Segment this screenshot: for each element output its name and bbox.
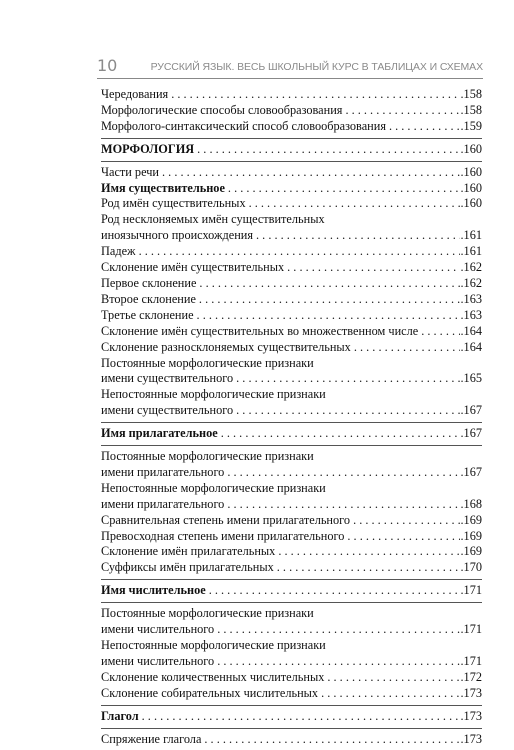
toc-entry-title: Части речи [101,164,160,179]
toc-entry-title: Морфологические способы словообразования [101,102,343,117]
toc-entry-title: Склонение имён существительных во множественном числе [101,323,419,338]
toc-entry-page: .162 [460,260,482,275]
dot-leader [196,292,461,308]
toc-entry [101,138,482,158]
toc-entry-title: Сравнительная степень имени прилагательного [101,512,351,527]
dot-leader [233,371,460,387]
toc-entry-title: Имя числительное [101,583,206,598]
toc-entry-page: .167 [460,403,482,418]
toc-entry [101,728,482,748]
toc-entry-page: .171 [460,583,482,598]
toc-entry-page: .167 [460,464,482,479]
toc-entry [101,212,482,244]
toc-entry-title: Третье склонение [101,307,194,322]
toc-entry-title: Род имён существительных [101,196,246,211]
toc-entry [101,670,482,686]
toc-entry-title: Имя существительное [101,180,225,195]
toc-entry [101,481,482,513]
toc-entry-title: Род несклоняемых имён существительных [101,212,325,227]
toc-entry-page: .171 [460,653,482,668]
toc-entry [101,686,482,702]
dot-leader [194,308,461,324]
toc-entry [101,356,482,388]
toc-entry-title: Морфолого-синтаксический способ словообразования [101,118,386,133]
toc-entry-title: Превосходная степень имени прилагательного [101,528,345,543]
toc-entry-page: .164 [460,323,482,338]
dot-leader [139,709,461,725]
toc-entry-page: .158 [460,102,482,117]
dot-leader [218,426,461,442]
dot-leader [386,119,460,135]
dot-leader [214,654,460,670]
toc-entry [101,560,482,576]
toc-entry-page: .162 [460,275,482,290]
toc-entry [101,276,482,292]
toc-entry-page: .169 [460,528,482,543]
toc-entry [101,445,482,481]
toc-entry [101,638,482,670]
toc-entry-page: .173 [460,731,482,746]
toc-entry [101,103,482,119]
dot-leader [284,260,460,276]
toc-entry-title: Непостоянные морфологические признаки [101,638,326,652]
dot-leader [324,670,460,686]
toc-entry [101,579,482,599]
toc-entry [101,119,482,135]
dot-leader [274,560,461,576]
toc-entry [101,181,482,197]
toc-entry-title: Склонение собирательных числительных [101,685,319,700]
toc-entry [101,544,482,560]
toc-entry [101,196,482,212]
toc-entry [101,529,482,545]
dot-leader [224,465,460,481]
dot-leader [168,87,460,103]
toc-entry [101,705,482,725]
toc-entry-title: Первое склонение [101,275,197,290]
dot-leader [136,244,461,260]
toc-entry-page: .160 [460,180,482,195]
page-number: 10 [97,56,118,75]
toc-entry-page: .165 [460,371,482,386]
toc-entry-title: имени числительного [101,622,215,637]
toc-entry-page: .170 [460,560,482,575]
toc-entry-title: Постоянные морфологические признаки [101,606,314,621]
dot-leader [350,513,460,529]
toc-entry-title: имени числительного [101,653,215,668]
toc-entry-page: .163 [460,307,482,322]
dot-leader [318,686,460,702]
toc-entry-title: Суффиксы имён прилагательных [101,560,274,575]
dot-leader [201,732,460,748]
toc-entry [101,87,482,103]
dot-leader [418,324,460,340]
dot-leader [351,340,461,356]
toc-entry-title: МОРФОЛОГИЯ [101,141,195,156]
dot-leader [342,103,460,119]
toc-entry-page: .164 [460,339,482,354]
toc-entry [101,513,482,529]
dot-leader [196,276,460,292]
toc-entry [101,602,482,638]
toc-entry [101,244,482,260]
toc-entry-page: .161 [460,244,482,259]
dot-leader [224,497,460,513]
toc-entry [101,260,482,276]
toc-entry [101,292,482,308]
toc-entry [101,387,482,419]
toc-entry-title: Склонение имён существительных [101,260,285,275]
toc-entry-title: Склонение разносклоняемых существительных [101,339,351,354]
toc-entry-title: Падеж [101,244,136,259]
toc-entry-page: .158 [460,87,482,101]
toc-entry-title: Чередования [101,87,169,101]
dot-leader [246,196,461,212]
toc-entry-title: Имя прилагательное [101,426,218,441]
dot-leader [275,544,460,560]
dot-leader [159,165,460,181]
dot-leader [225,181,461,197]
toc-entry-title: Второе склонение [101,291,196,306]
toc-entry-page: .160 [460,164,482,179]
page-header [97,56,483,79]
toc-entry-page: .161 [460,228,482,243]
toc-entry-title: Непостоянные морфологические признаки [101,480,326,495]
toc-entry-page: .169 [460,512,482,527]
toc-entry-page: .173 [460,685,482,700]
toc-entry-page: .169 [460,544,482,559]
toc-entry-page: .160 [460,196,482,211]
toc-entry-title: Постоянные морфологические признаки [101,355,314,370]
toc-entry-page: .173 [460,708,482,723]
dot-leader [206,583,461,599]
toc-entry-page: .171 [460,622,482,637]
toc-entry-title: имени прилагательного [101,496,225,511]
toc-entry-title: имени прилагательного [101,464,225,479]
running-title: РУССКИЙ ЯЗЫК. ВЕСЬ ШКОЛЬНЫЙ КУРС В ТАБЛИЦАХ И СХЕМАХ [150,61,483,73]
dot-leader [233,403,460,419]
toc-entry-title: имени существительного [101,403,234,418]
toc-entry-title: Спряжение глагола [101,731,202,746]
toc-entry-title: Склонение имён прилагательных [101,544,276,559]
dot-leader [194,142,460,158]
toc-entry [101,340,482,356]
toc-entry [101,324,482,340]
dot-leader [344,529,460,545]
toc-entry-title: Постоянные морфологические признаки [101,449,314,464]
toc-entry-page: .163 [460,291,482,306]
toc-entry-title: Непостоянные морфологические признаки [101,387,326,402]
toc-entry [101,308,482,324]
toc-entry-page: .160 [460,141,482,156]
toc-entry-title: Глагол [101,708,139,723]
toc-entry-title: иноязычного происхождения [101,228,254,243]
toc-entry-page: .172 [460,669,482,684]
toc-entry-page: .167 [460,426,482,441]
toc-entry [101,422,482,442]
dot-leader [253,228,460,244]
table-of-contents [101,87,482,747]
toc-entry-title: Склонение количественных числительных [101,669,325,684]
toc-entry-title: имени существительного [101,371,234,386]
toc-entry [101,161,482,181]
toc-entry-page: .159 [460,118,482,133]
toc-entry-page: .168 [460,496,482,511]
dot-leader [214,622,460,638]
